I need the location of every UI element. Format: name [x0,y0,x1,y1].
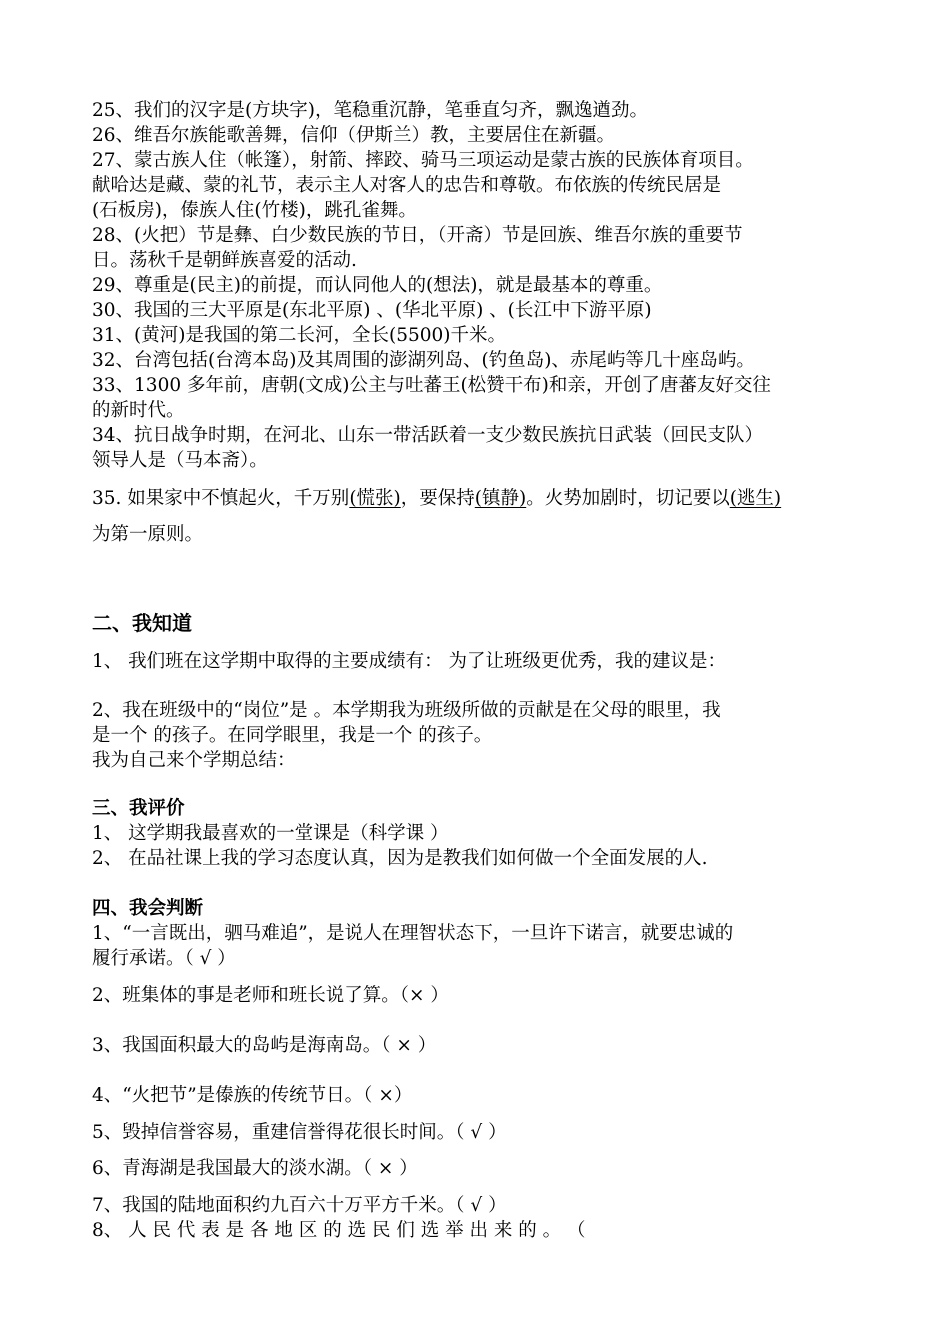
section-2-line-2: 2、我在班级中的“岗位”是 。本学期我为班级所做的贡献是在父母的眼里，我 [92,700,721,721]
question-28-cont: 日。荡秋千是朝鲜族喜爱的活动. [92,250,357,271]
question-33-cont: 的新时代。 [92,400,185,421]
question-32: 32、台湾包括(台湾本岛)及其周围的澎湖列岛、(钓鱼岛)、赤尾屿等几十座岛屿。 [92,350,755,371]
section-2-line-4: 我为自己来个学期总结： [92,750,296,771]
question-35-cont: 为第一原则。 [92,524,204,545]
question-35-part-2: ，要保持 [400,488,475,509]
question-33: 33、1300 多年前，唐朝(文成)公主与吐蕃王(松赞干布)和亲，开创了唐蕃友好交往 [92,375,771,396]
question-35-part-1: 35. 如果家中不慎起火，千万别 [92,488,350,509]
judge-3: 3、我国面积最大的岛屿是海南岛。（ × ） [92,1035,437,1056]
judge-2: 2、班集体的事是老师和班长说了算。（× ） [92,985,449,1006]
section-3-line-2: 2、 在品社课上我的学习态度认真，因为是教我们如何做一个全面发展的人. [92,848,708,869]
question-35 [92,487,781,511]
question-27-cont-2: (石板房)，傣族人住(竹楼)，跳孔雀舞。 [92,200,417,221]
section-2-line-1: 1、 我们班在这学期中取得的主要成绩有： 为了让班级更优秀，我的建议是： [92,651,727,672]
question-26: 26、维吾尔族能歌善舞，信仰（伊斯兰）教，主要居住在新疆。 [92,125,616,146]
judge-5: 5、毁掉信誉容易，重建信誉得花很长时间。（ √ ） [92,1122,507,1143]
question-31: 31、(黄河)是我国的第二长河，全长(5500)千米。 [92,325,506,346]
judge-4: 4、“火把节”是傣族的传统节日。（ ×） [92,1085,413,1106]
question-29: 29、尊重是(民主)的前提，而认同他人的(想法)，就是最基本的尊重。 [92,275,663,296]
question-35-part-3: 。火势加剧时，切记要以 [526,488,730,509]
judge-1: 1、“一言既出，驷马难追”，是说人在理智状态下，一旦许下诺言，就要忠诚的 [92,923,734,944]
question-35-answer-3: (逃生) [729,488,782,509]
question-27: 27、蒙古族人住（帐篷），射箭、摔跤、骑马三项运动是蒙古族的民族体育项目。 [92,150,754,171]
section-2-line-3: 是一个 的孩子。在同学眼里，我是一个 的孩子。 [92,725,493,746]
question-35-answer-1: (慌张) [349,488,401,509]
judge-8: 8、 人 民 代 表 是 各 地 区 的 选 民 们 选 举 出 来 的 。 （ [92,1220,586,1241]
question-30: 30、我国的三大平原是(东北平原) 、(华北平原) 、(长江中下游平原) [92,300,652,321]
question-27-cont-1: 献哈达是藏、蒙的礼节，表示主人对客人的忠告和尊敬。布依族的传统民居是 [92,175,722,196]
question-35-answer-2: (镇静) [474,488,527,509]
judge-6: 6、青海湖是我国最大的淡水湖。（ × ） [92,1158,418,1179]
section-2-heading: 二、我知道 [92,611,192,635]
section-3-line-1: 1、 这学期我最喜欢的一堂课是（科学课 ） [92,823,449,844]
judge-7: 7、我国的陆地面积约九百六十万平方千米。（ √ ） [92,1195,507,1216]
question-25: 25、我们的汉字是(方块字)，笔稳重沉静，笔垂直匀齐，飘逸遒劲。 [92,100,648,121]
section-3-heading: 三、我评价 [92,798,185,819]
judge-1-cont: 履行承诺。（ √ ） [92,948,236,969]
question-34: 34、抗日战争时期，在河北、山东一带活跃着一支少数民族抗日武装（回民支队） [92,425,764,446]
question-34-cont: 领导人是（马本斋）。 [92,450,268,471]
question-28: 28、(火把）节是彝、白少数民族的节日，（开斋）节是回族、维吾尔族的重要节 [92,225,743,246]
section-4-heading: 四、我会判断 [92,898,204,919]
